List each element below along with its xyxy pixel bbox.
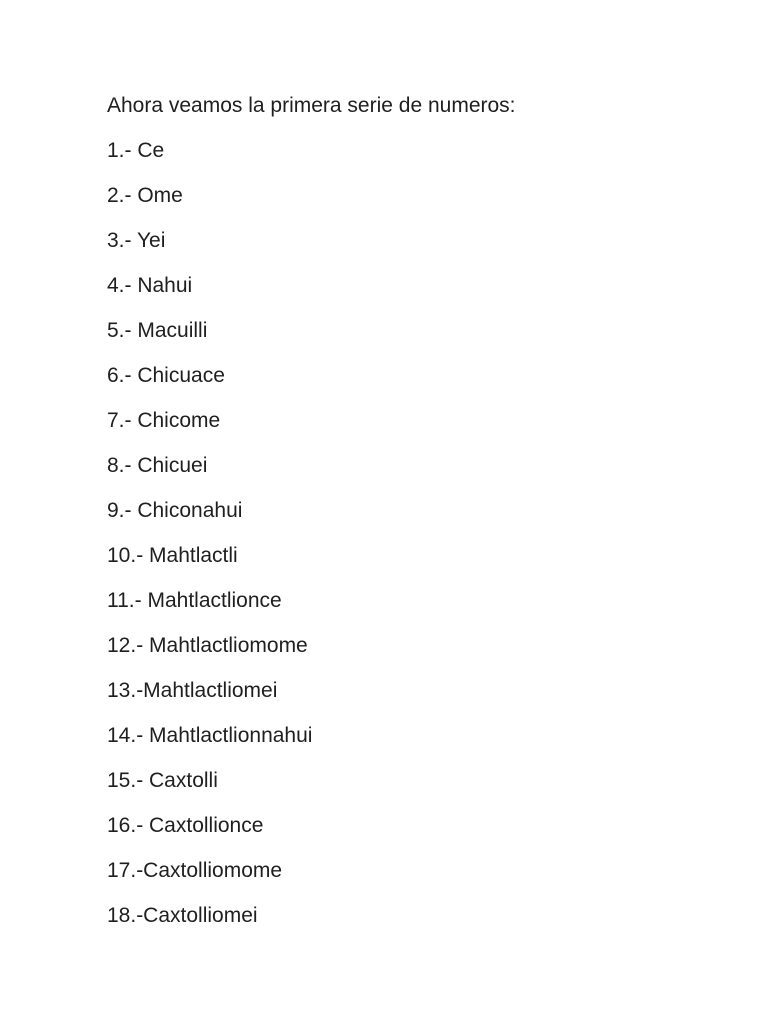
list-item: 4.- Nahui bbox=[107, 274, 193, 297]
list-item: 5.- Macuilli bbox=[107, 319, 208, 342]
list-item: 10.- Mahtlactli bbox=[107, 544, 238, 567]
list-item: 18.-Caxtolliomei bbox=[107, 904, 258, 927]
list-item: 2.- Ome bbox=[107, 184, 183, 207]
list-item: 8.- Chicuei bbox=[107, 454, 208, 477]
list-item: 12.- Mahtlactliomome bbox=[107, 634, 308, 657]
list-item: 3.- Yei bbox=[107, 229, 166, 252]
list-item: 16.- Caxtollionce bbox=[107, 814, 264, 837]
list-item: 14.- Mahtlactlionnahui bbox=[107, 724, 313, 747]
number-list bbox=[107, 136, 707, 946]
list-item: 9.- Chiconahui bbox=[107, 499, 243, 522]
intro-heading: Ahora veamos la primera serie de numeros: bbox=[107, 94, 516, 117]
list-item: 7.- Chicome bbox=[107, 409, 221, 432]
list-item: 1.- Ce bbox=[107, 139, 165, 162]
list-item: 17.-Caxtolliomome bbox=[107, 859, 283, 882]
list-item: 15.- Caxtolli bbox=[107, 769, 218, 792]
list-item: 11.- Mahtlactlionce bbox=[107, 589, 282, 612]
list-item: 6.- Chicuace bbox=[107, 364, 225, 387]
document-body bbox=[107, 91, 707, 946]
list-item: 13.-Mahtlactliomei bbox=[107, 679, 278, 702]
